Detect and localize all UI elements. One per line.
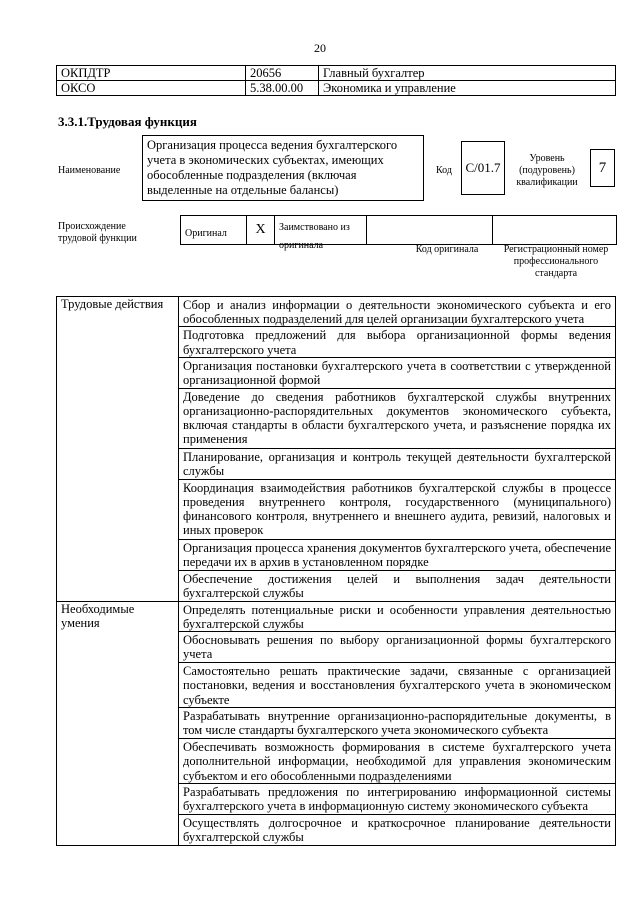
table-cell: Организация постановки бухгалтерского учета в соответствии с утвержденной организационной формой <box>179 357 616 388</box>
table-row <box>57 388 616 448</box>
codes-table <box>56 65 616 96</box>
table-cell: Доведение до сведения работников бухгалтерской службы внутренних организационно-распорядительных документов экономического субъекта, включая стандарты в области бухгалтерского учета, и разъяснение порядка их применения <box>179 388 616 448</box>
table-cell: Организация процесса хранения документов бухгалтерского учета, обеспечение передачи их в архив в установленном порядке <box>179 539 616 570</box>
table-row <box>57 448 616 479</box>
table-cell: Обосновывать решения по выбору организационной формы бухгалтерского учета <box>179 632 616 663</box>
reg-number-cell <box>493 216 618 244</box>
table-row <box>57 479 616 539</box>
code-name: Главный бухгалтер <box>319 66 616 81</box>
skills-label: Необходимые умения <box>57 601 179 631</box>
table-row <box>57 708 616 739</box>
table-cell: Обеспечивать возможность формирования в системе бухгалтерского учета дополнительной информации, необходимой для управления экономическим субъектом и его обособленными подразделениями <box>179 739 616 784</box>
table-row <box>57 297 616 327</box>
table-row <box>57 739 616 784</box>
table-cell: Разрабатывать предложения по интегрированию информационной системы бухгалтерского учета в информационную систему экономического субъекта <box>179 784 616 815</box>
labor-actions-label: Трудовые действия <box>57 297 179 327</box>
borrowed-label: Заимствовано из оригинала <box>279 222 350 251</box>
requirements-table <box>56 296 616 846</box>
table-cell: Самостоятельно решать практические задачи, связанные с организацией постановки, ведения и восстановления бухгалтерского учета в экономическом субъекте <box>179 663 616 708</box>
code-value: 20656 <box>246 66 319 81</box>
code-value: 5.38.00.00 <box>246 81 319 96</box>
function-name-box: Организация процесса ведения бухгалтерского учета в экономических субъектах, имеющих обособленные подразделения (включая выделенные на отдельные балансы) <box>142 135 424 201</box>
table-row <box>57 539 616 570</box>
original-mark: X <box>247 216 275 244</box>
code-label: ОКСО <box>57 81 246 96</box>
table-row <box>57 327 616 357</box>
page-number: 20 <box>314 41 326 55</box>
table-cell: Планирование, организация и контроль текущей деятельности бухгалтерской службы <box>179 448 616 479</box>
table-row <box>57 570 616 601</box>
code-label: Код <box>436 165 452 176</box>
reg-number-caption: Регистрационный номер профессионального стандарта <box>503 244 609 279</box>
code-name: Экономика и управление <box>319 81 616 96</box>
code-label: ОКПДТР <box>57 66 246 81</box>
origin-label: Происхождение трудовой функции <box>58 221 137 244</box>
codes-row-okpdtr <box>57 66 616 81</box>
function-code-box: C/01.7 <box>461 141 505 195</box>
table-row <box>57 632 616 663</box>
original-label: Оригинал <box>185 228 227 239</box>
table-cell: Сбор и анализ информации о деятельности экономического субъекта и его обособленных подразделений для целей организации бухгалтерского учета <box>179 297 616 327</box>
level-label: Уровень (подуровень) квалификации <box>516 153 578 188</box>
table-cell: Координация взаимодействия работников бухгалтерской службы в процессе проведения внутреннего контроля, государственного (муниципального) финансового контроля, внутреннего и внешнего аудита, ревизий, налоговых и иных проверок <box>179 479 616 539</box>
table-cell: Подготовка предложений для выбора организационной формы ведения бухгалтерского учета <box>179 327 616 357</box>
section-title: 3.3.1.Трудовая функция <box>58 114 197 129</box>
table-cell: Определять потенциальные риски и особенности управления деятельностью бухгалтерской службы <box>179 601 616 631</box>
table-row <box>57 663 616 708</box>
code-original-caption: Код оригинала <box>415 244 479 255</box>
table-row <box>57 601 616 631</box>
table-row <box>57 357 616 388</box>
table-row <box>57 784 616 815</box>
code-original-cell <box>367 216 493 244</box>
level-value-box: 7 <box>590 149 615 187</box>
codes-row-okso <box>57 81 616 96</box>
name-label: Наименование <box>58 165 121 176</box>
table-cell: Разрабатывать внутренние организационно-распорядительные документы, в том числе стандарты бухгалтерского учета экономического субъекта <box>179 708 616 739</box>
table-cell: Обеспечение достижения целей и выполнения задач деятельности бухгалтерской службы <box>179 570 616 601</box>
table-row <box>57 815 616 846</box>
table-cell: Осуществлять долгосрочное и краткосрочное планирование деятельности бухгалтерской службы <box>179 815 616 846</box>
